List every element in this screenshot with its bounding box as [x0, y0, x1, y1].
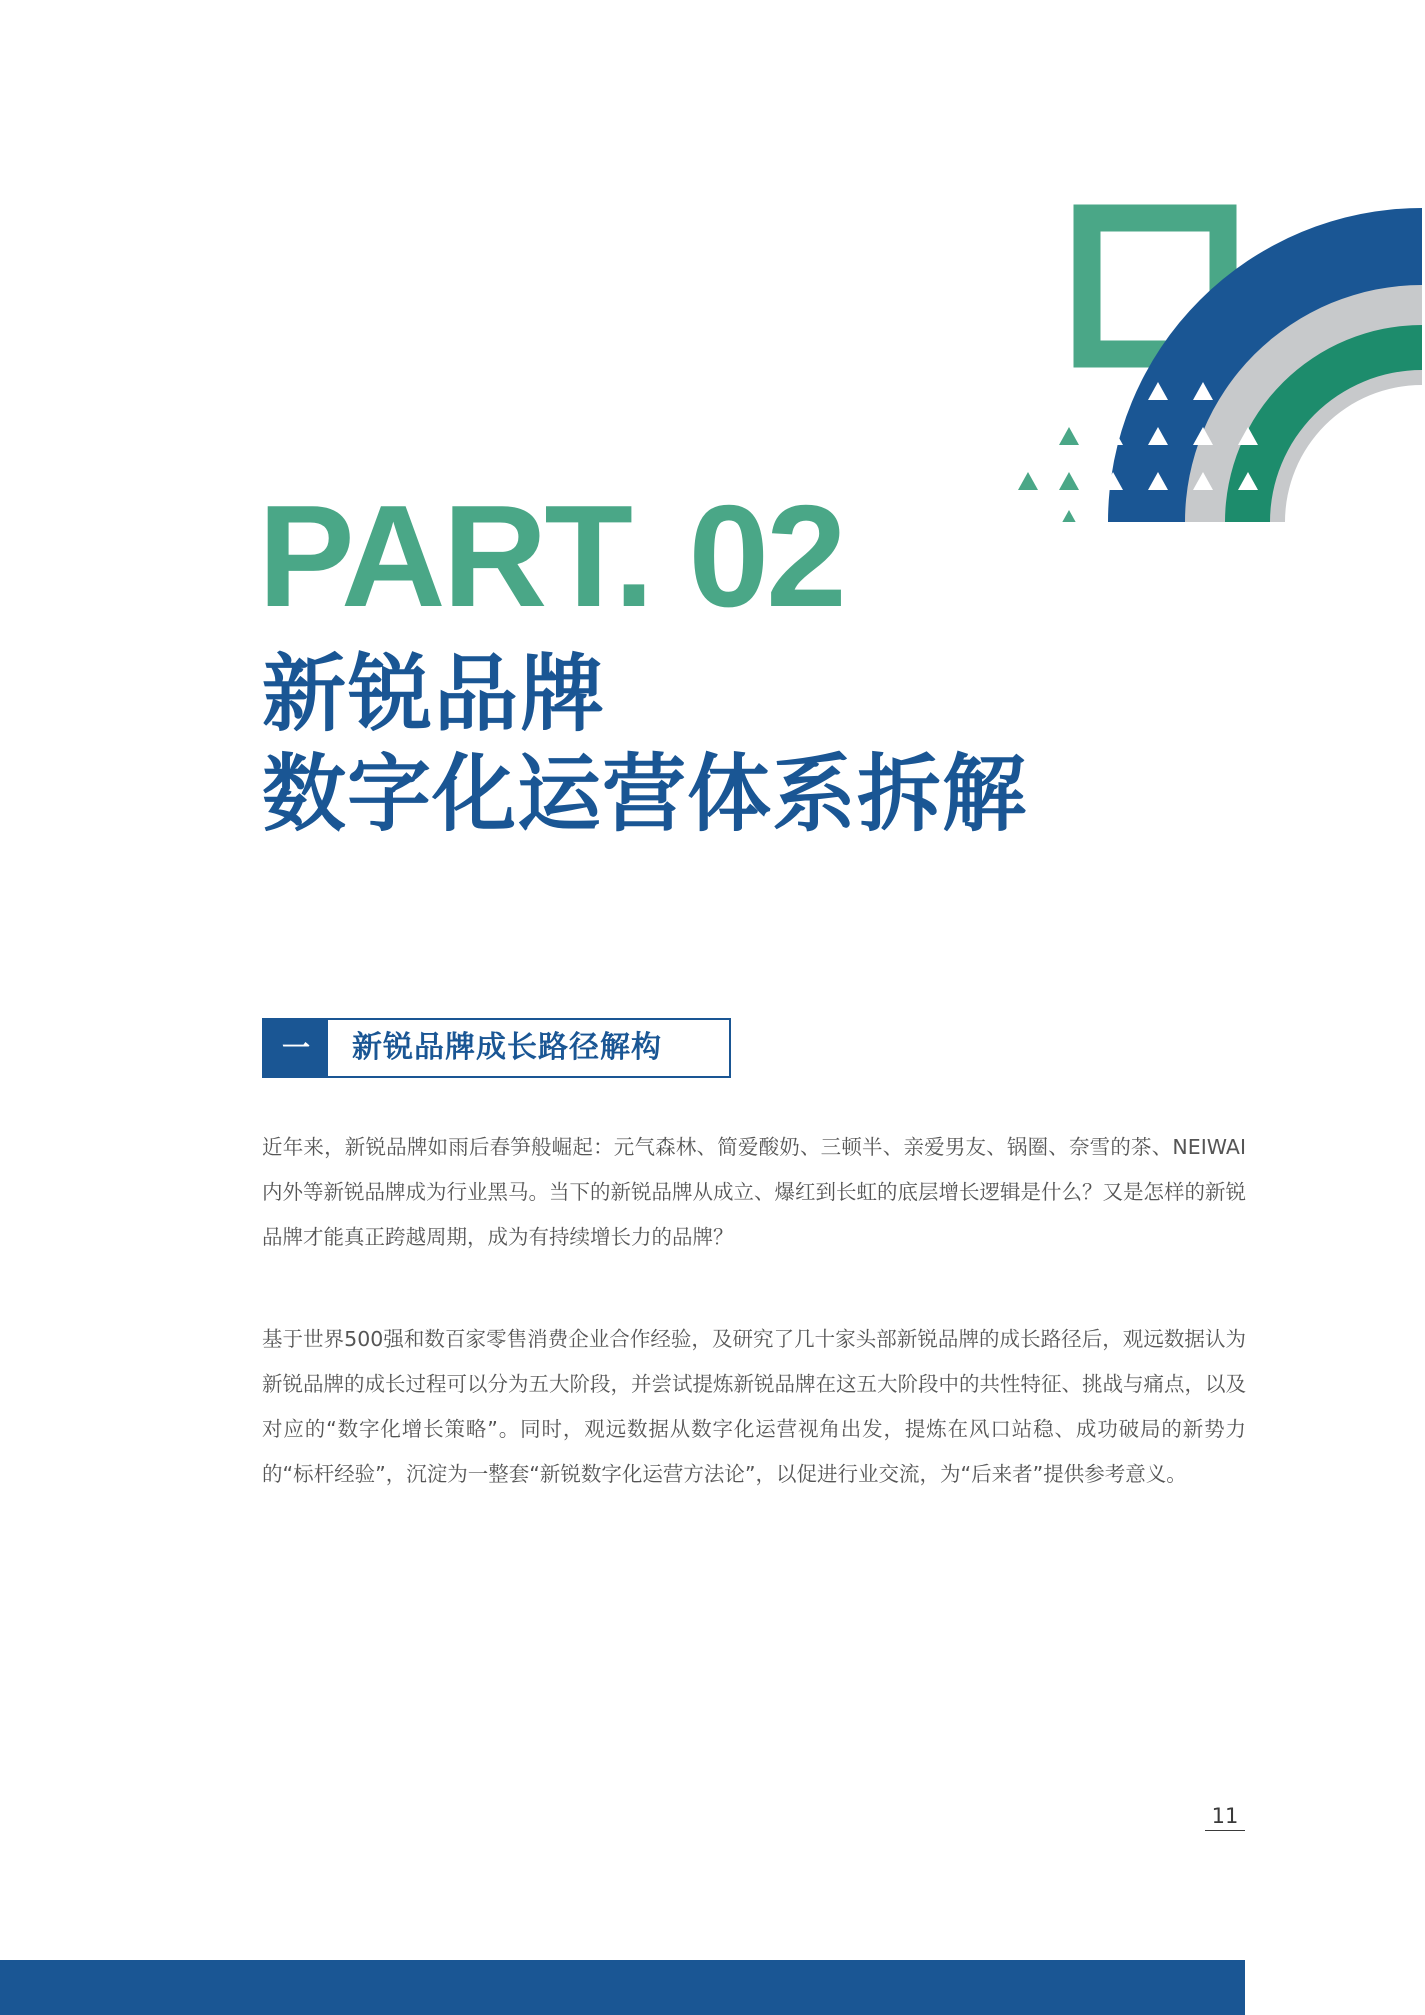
section-header	[262, 1018, 731, 1078]
body-paragraph: 近年来，新锐品牌如雨后春笋般崛起：元气森林、简爱酸奶、三顿半、亲爱男友、锅圈、奈雪的茶、NEIWAI内外等新锐品牌成为行业黑马。当下的新锐品牌从成立、爆红到长虹的底层增长逻辑是什么？又是怎样的新锐品牌才能真正跨越周期，成为有持续增长力的品牌？	[262, 1135, 1246, 1249]
page-title-line-1: 新锐品牌	[262, 645, 607, 743]
page-title-line-2: 数字化运营体系拆解	[262, 745, 1028, 843]
footer-bar	[0, 1960, 1245, 2015]
geometric-decoration-icon	[1010, 200, 1425, 530]
body-paragraph: 基于世界500强和数百家零售消费企业合作经验，及研究了几十家头部新锐品牌的成长路径后，观远数据认为新锐品牌的成长过程可以分为五大阶段，并尝试提炼新锐品牌在这五大阶段中的共性特征、挑战与痛点，以及对应的“数字化增长策略”。同时，观远数据从数字化运营视角出发，提炼在风口站稳、成功破局的新势力的“标杆经验”，沉淀为一整套“新锐数字化运营方法论”，以促进行业交流，为“后来者”提供参考意义。	[262, 1327, 1246, 1486]
body-text	[262, 1125, 1246, 1554]
section-number: 一	[264, 1020, 328, 1076]
page-number: 11	[1205, 1804, 1245, 1831]
section-title: 新锐品牌成长路径解构	[352, 1030, 662, 1065]
part-heading: PART. 02	[258, 475, 844, 637]
